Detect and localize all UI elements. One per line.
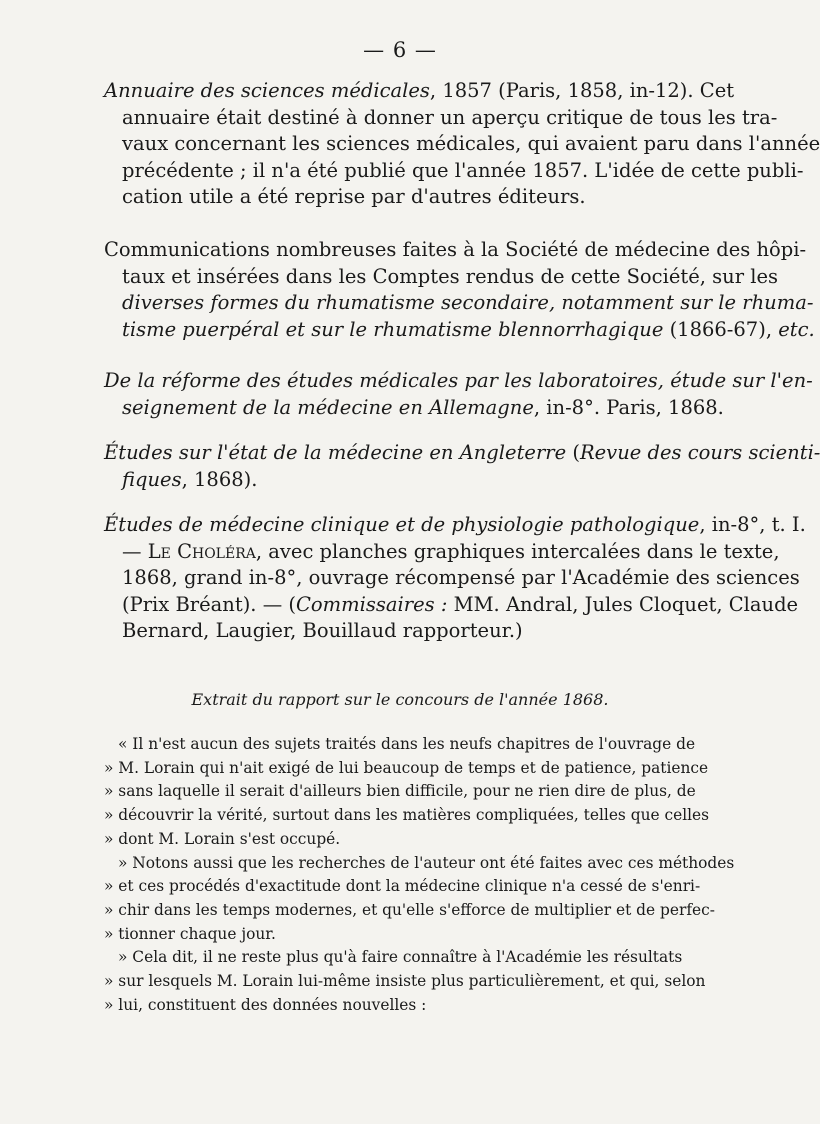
quote-line: » découvrir la vérité, surtout dans les matières compliquées, telles que celles: [104, 806, 710, 825]
bibliography-entry-reforme: [104, 368, 813, 421]
extract-heading: Extrait du rapport sur le concours de l'année 1868.: [191, 690, 609, 709]
entry-line: cation utile a été reprise par d'autres éditeurs.: [122, 185, 586, 208]
entry-line: Études sur l'état de la médecine en Angleterre (Revue des cours scienti-: [104, 441, 820, 464]
entry-line: Études de médecine clinique et de physiologie pathologique, in-8°, t. I.: [104, 513, 806, 536]
report-quotation: [104, 733, 735, 1017]
quote-line: » Cela dit, il ne reste plus qu'à faire connaître à l'Académie les résultats: [118, 948, 683, 967]
entry-line: (Prix Bréant). — (Commissaires : MM. Andral, Jules Cloquet, Claude: [122, 592, 799, 616]
entry-line: tisme puerpéral et sur le rhumatisme blennorrhagique (1866-67), etc.: [122, 317, 815, 341]
bibliography-entry-communications: [104, 237, 815, 343]
entry-line: seignement de la médecine en Allemagne, in-8°. Paris, 1868.: [122, 395, 724, 419]
quote-line: » et ces procédés d'exactitude dont la médecine clinique n'a cessé de s'enri-: [104, 877, 701, 896]
bibliography-entry-annuaire: [104, 78, 820, 211]
quote-line: » dont M. Lorain s'est occupé.: [104, 829, 341, 848]
bibliography-entry-angleterre: [104, 440, 820, 493]
bibliography-entry-etudes: [104, 512, 806, 645]
entry-line: annuaire était destiné à donner un aperçu critique de tous les tra-: [122, 105, 778, 129]
quote-line: » chir dans les temps modernes, et qu'elle s'efforce de multiplier et de perfec-: [104, 900, 715, 919]
entry-line: 1868, grand in-8°, ouvrage récompensé par l'Académie des sciences: [122, 566, 800, 589]
quote-line: » lui, constituent des données nouvelles :: [104, 995, 427, 1014]
quote-line: » M. Lorain qui n'ait exigé de lui beaucoup de temps et de patience, patience: [104, 758, 709, 777]
entry-line: Annuaire des sciences médicales, 1857 (Paris, 1858, in-12). Cet: [104, 79, 735, 102]
entry-line: Communications nombreuses faites à la Société de médecine des hôpi-: [104, 238, 807, 261]
entry-line: De la réforme des études médicales par les laboratoires, étude sur l'en-: [104, 369, 813, 392]
page-number: — 6 —: [363, 38, 437, 62]
entry-line: Bernard, Laugier, Bouillaud rapporteur.): [122, 619, 523, 642]
entry-line: vaux concernant les sciences médicales, qui avaient paru dans l'année: [122, 132, 820, 155]
entry-line: taux et insérées dans les Comptes rendus de cette Société, sur les: [122, 264, 779, 288]
entry-line: — Le Choléra, avec planches graphiques intercalées dans le texte,: [122, 539, 780, 563]
quote-line: » sans laquelle il serait d'ailleurs bien difficile, pour ne rien dire de plus, de: [104, 782, 696, 801]
entry-title: Annuaire des sciences médicales: [104, 79, 430, 102]
entry-line: fiques, 1868).: [122, 467, 258, 491]
quote-line: « Il n'est aucun des sujets traités dans les neufs chapitres de l'ouvrage de: [118, 735, 696, 753]
entry-line: précédente ; il n'a été publié que l'année 1857. L'idée de cette publi-: [122, 158, 804, 182]
quote-line: » Notons aussi que les recherches de l'auteur ont été faites avec ces méthodes: [118, 853, 735, 872]
quote-line: » sur lesquels M. Lorain lui-même insiste plus particulièrement, et qui, selon: [104, 972, 706, 991]
entry-line: diverses formes du rhumatisme secondaire, notamment sur le rhuma-: [122, 291, 814, 314]
quote-line: » tionner chaque jour.: [104, 924, 276, 943]
